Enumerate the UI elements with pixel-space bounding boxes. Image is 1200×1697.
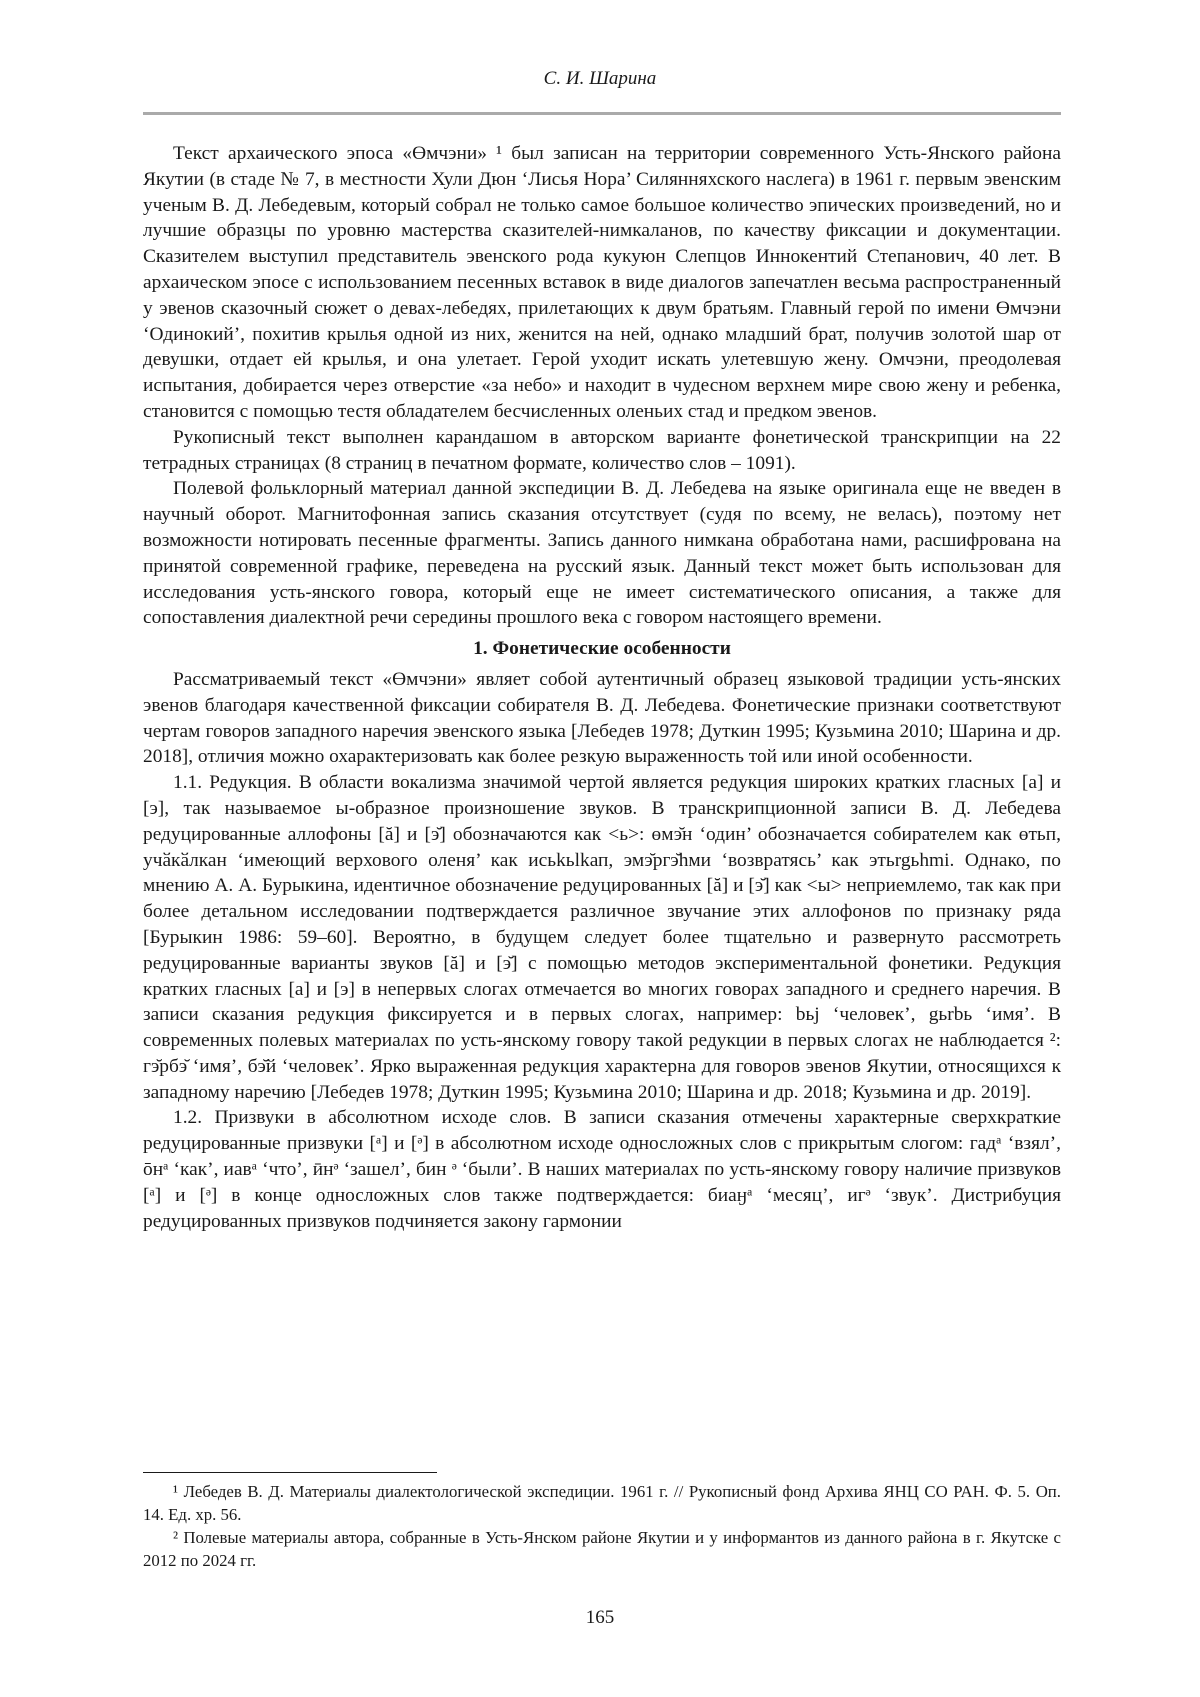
footnote-2: ² Полевые материалы автора, собранные в Усть-Янском районе Якутии и у информантов из данного района в г. Якутске с 2012 по 2024 гг. [143, 1528, 1061, 1570]
paragraph-3: Полевой фольклорный материал данной экспедиции В. Д. Лебедева на языке оригинала еще не введен в научный оборот. Магнитофонная запись сказания отсутствует (судя по всему, не велась), поэтому нет возможности нотировать песенные фрагменты. Запись данного нимкана обработана нами, расшифрована на принятой современной графике, переведена на русский язык. Данный текст может быть использован для исследования усть-янского говора, который еще не имеет систематического описания, а также для сопоставления диалектной речи середины прошлого века с говором настоящего времени. [143, 478, 1061, 629]
section-heading: 1. Фонетические особенности [473, 638, 731, 660]
header-rule [143, 112, 1061, 115]
page-number: 165 [585, 1607, 615, 1628]
footnote-rule [143, 1472, 437, 1473]
paragraph-6: 1.2. Призвуки в абсолютном исходе слов. В записи сказания отмечены характерные сверхкраткие редуцированные призвуки [ᵃ] и [ᵊ] в абсолютном исходе односложных слов с прикрытым слогом: гадᵃ ‘взял’, ōнᵃ ‘как’, иавᵃ ‘что’, ӣнᵊ ‘зашел’, бин ᵊ ‘были’. В наших материалах по усть-янскому говору наличие призвуков [ᵃ] и [ᵊ] в конце односложных слов также подтверждается: биаӈᵃ ‘месяц’, игᵊ ‘звук’. Дистрибуция редуцированных призвуков подчиняется закону гармонии [143, 1107, 1061, 1232]
paragraph-4: Рассматриваемый текст «Өмчэни» являет собой аутентичный образец языковой традиции усть-янских эвенов благодаря качественной фиксации собирателя В. Д. Лебедева. Фонетические признаки соответствуют чертам говоров западного наречия эвенского языка [Лебедев 1978; Дуткин 1995; Кузьмина 2010; Шарина и др. 2018], отличия можно охарактеризовать как более резкую выраженность той или иной особенности. [143, 668, 1061, 768]
paragraph-2: Рукописный текст выполнен карандашом в авторском варианте фонетической транскрипции на 22 тетрадных страницах (8 страниц в печатном формате, количество слов – 1091). [143, 426, 1061, 474]
running-head: С. И. Шарина [543, 68, 657, 89]
paragraph-5: 1.1. Редукция. В области вокализма значимой чертой является редукция широких кратких гласных [а] и [э], так называемое ы-образное произношение звуков. В транскрипционной записи В. Д. Лебедева редуцированные аллофоны [ă] и [э̆] обозначаются как <ь>: өмэ̆н ‘один’ обозначается собирателем как өтьп, учӑкӑлкан ‘имеющий верхового оленя’ как исьkьlkап, эмэ̆ргэ̆hми ‘возвратясь’ как этьrgьhmi. Однако, по мнению А. А. Бурыкина, идентичное обозначение редуцированных [ă] и [э̆] как <ы> неприемлемо, так как при более детальном исследовании подтверждается различное звучание этих аллофонов по признаку ряда [Бурыкин 1986: 59–60]. Вероятно, в будущем следует более тщательно и развернуто рассмотреть редуцированные варианты звуков [ă] и [э̆] с помощью методов экспериментальной фонетики. Редукция кратких гласных [а] и [э] в непервых слогах отмечается во многих говорах западного и среднего наречия. В записи сказания редукция фиксируется и в первых слогах, например: bьј ‘человек’, gьrbь ‘имя’. В современных полевых материалах по усть-янскому говору такой редукции в первых слогах не наблюдается ²: гэ̆рбэ̆ ‘имя’, бэ̆й ‘человек’. Ярко выраженная редукция характерна для говоров эвенов Якутии, относящихся к западному наречию [Лебедев 1978; Дуткин 1995; Кузьмина 2010; Шарина и др. 2018; Кузьмина и др. 2019]. [143, 772, 1061, 1103]
main-text [143, 141, 1061, 1234]
footnotes [143, 1480, 1061, 1572]
footnote-1: ¹ Лебедев В. Д. Материалы диалектологической экспедиции. 1961 г. // Рукописный фонд Архива ЯНЦ СО РАН. Ф. 5. Оп. 14. Ед. хр. 56. [143, 1482, 1061, 1524]
paragraph-1: Текст архаического эпоса «Өмчэни» ¹ был записан на территории современного Усть-Янского района Якутии (в стаде № 7, в местности Хули Дюн ‘Лисья Нора’ Силянняхского наслега) в 1961 г. первым эвенским ученым В. Д. Лебедевым, который собрал не только самое большое количество эпических произведений, но и лучшие образцы по уровню мастерства сказителей-нимкаланов, по качеству фиксации и документации. Сказителем выступил представитель эвенского рода кукуюн Слепцов Иннокентий Степанович, 40 лет. В архаическом эпосе с использованием песенных вставок в виде диалогов запечатлен весьма распространенный у эвенов сказочный сюжет о девах-лебедях, прилетающих к двум братьям. Главный герой по имени Өмчэни ‘Одинокий’, похитив крылья одной из них, женится на ней, однако младший брат, получив золотой шар от девушки, отдает ей крылья, и она улетает. Герой уходит искать улетевшую жену. Омчэни, преодолевая испытания, добирается через отверстие «за небо» и находит в чудесном верхнем мире свою жену и ребенка, становится с помощью тестя обладателем бесчисленных оленьих стад и предком эвенов. [143, 143, 1061, 422]
